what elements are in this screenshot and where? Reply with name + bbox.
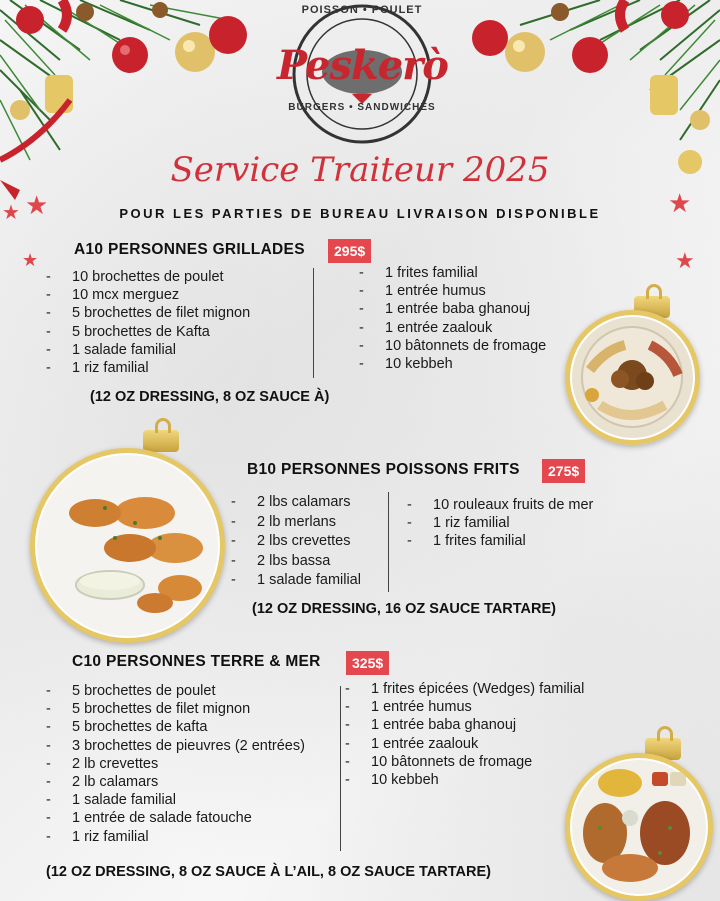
list-item: - 1 entrée zaalouk — [359, 319, 546, 337]
list-item: - 10 bâtonnets de fromage — [345, 753, 584, 771]
star-icon: ★ — [25, 190, 49, 220]
package-b-divider — [388, 492, 389, 592]
star-icon: ★ — [668, 188, 692, 218]
list-item: - 1 frites familial — [359, 264, 546, 282]
list-item: - 1 entrée baba ghanouj — [359, 300, 546, 318]
surf-turf-platter-photo — [565, 753, 713, 901]
star-icon: ★ — [675, 248, 695, 273]
list-item: - 1 riz familial — [46, 828, 305, 846]
list-item: - 1 entrée baba ghanouj — [345, 716, 584, 734]
list-item: - 5 brochettes de filet mignon — [46, 700, 305, 718]
star-icon: ★ — [22, 250, 39, 270]
list-item: - 1 salade familial — [46, 341, 250, 359]
ornament-cap-icon — [143, 430, 179, 452]
list-item: - 5 brochettes de filet mignon — [46, 304, 250, 322]
list-item: - 3 brochettes de pieuvres (2 entrées) — [46, 737, 305, 755]
logo-top-text: POISSON • POULET — [301, 4, 423, 16]
list-item: - 2 lb calamars — [46, 773, 305, 791]
list-item: - 10 kebbeh — [345, 771, 584, 789]
list-item: - 1 entrée humus — [345, 698, 584, 716]
package-a-note: (12 OZ DRESSING, 8 OZ SAUCE À) — [90, 389, 330, 405]
list-item: - 2 lbs bassa — [231, 552, 361, 572]
list-item: - 10 brochettes de poulet — [46, 268, 250, 286]
package-c-right-list — [345, 680, 584, 789]
list-item: - 1 salade familial — [231, 571, 361, 591]
package-a-price: 295$ — [328, 239, 371, 263]
logo-bottom-text: BURGERS • SANDWICHES — [288, 102, 436, 113]
list-item: - 1 entrée humus — [359, 282, 546, 300]
list-item: - 10 mcx merguez — [46, 286, 250, 304]
package-a-divider — [313, 268, 314, 378]
package-c-divider — [340, 686, 341, 851]
page-subtitle: POUR LES PARTIES DE BUREAU LIVRAISON DISPONIBLE — [119, 206, 601, 221]
list-item: - 10 kebbeh — [359, 355, 546, 373]
list-item: - 1 entrée zaalouk — [345, 735, 584, 753]
brand-logo — [277, 2, 447, 152]
surf-turf-platter-icon — [570, 758, 708, 896]
package-c-note: (12 OZ DRESSING, 8 OZ SAUCE À L’AIL, 8 OZ SAUCE TARTARE) — [46, 864, 491, 880]
brand-name: Peskerò — [277, 42, 448, 89]
page-title: Service Traiteur 2025 — [170, 150, 550, 190]
list-item: - 2 lbs calamars — [231, 493, 361, 513]
shrimp-plate-icon — [35, 453, 220, 638]
package-b-note: (12 OZ DRESSING, 16 OZ SAUCE TARTARE) — [252, 601, 556, 617]
package-c-price: 325$ — [346, 651, 389, 675]
package-c-title: C10 PERSONNES TERRE & MER — [72, 653, 321, 670]
list-item: - 1 frites épicées (Wedges) familial — [345, 680, 584, 698]
package-c-left-list — [46, 682, 305, 846]
star-icon: ★ — [2, 202, 20, 224]
package-a-title: A10 PERSONNES GRILLADES — [74, 241, 305, 258]
list-item: - 5 brochettes de Kafta — [46, 323, 250, 341]
package-b-price: 275$ — [542, 459, 585, 483]
package-b-title: B10 PERSONNES POISSONS FRITS — [247, 461, 520, 478]
list-item: - 1 entrée de salade fatouche — [46, 809, 305, 827]
list-item: - 2 lbs crevettes — [231, 532, 361, 552]
list-item: - 1 frites familial — [407, 532, 593, 550]
mezze-platter-icon — [570, 315, 695, 440]
package-b-right-list — [407, 496, 593, 551]
package-a-left-list — [46, 268, 250, 377]
list-item: - 1 salade familial — [46, 791, 305, 809]
list-item: - 2 lb crevettes — [46, 755, 305, 773]
mezze-platter-photo — [565, 310, 700, 445]
list-item: - 1 riz familial — [407, 514, 593, 532]
list-item: - 5 brochettes de kafta — [46, 718, 305, 736]
list-item: - 5 brochettes de poulet — [46, 682, 305, 700]
list-item: - 10 bâtonnets de fromage — [359, 337, 546, 355]
package-a-right-list — [359, 264, 546, 373]
list-item: - 10 rouleaux fruits de mer — [407, 496, 593, 514]
list-item: - 2 lb merlans — [231, 513, 361, 533]
fried-shrimp-photo — [30, 448, 225, 643]
package-b-left-list — [231, 493, 361, 591]
list-item: - 1 riz familial — [46, 359, 250, 377]
